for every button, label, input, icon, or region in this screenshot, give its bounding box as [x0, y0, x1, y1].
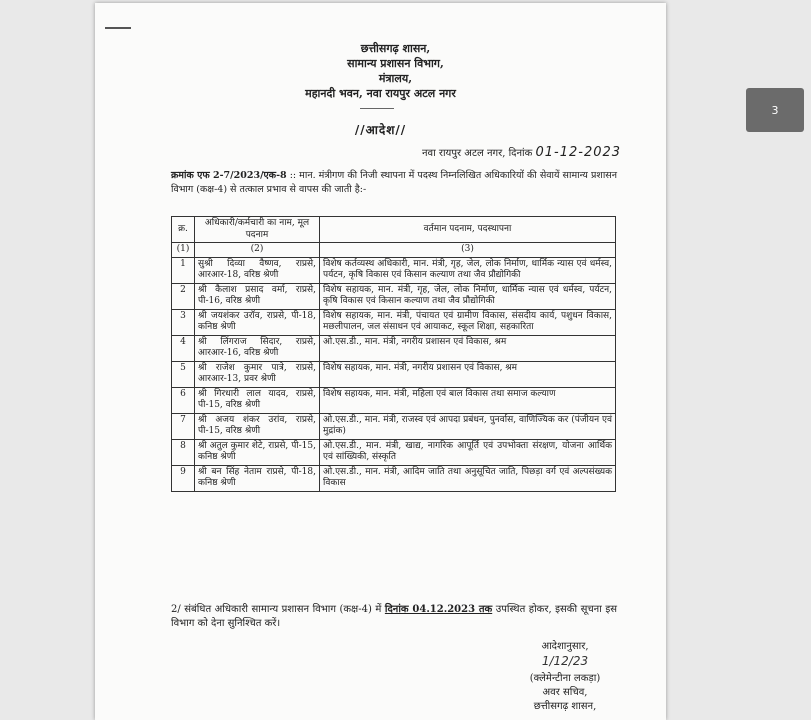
row-post: विशेष सहायक, मान. मंत्री, नगरीय प्रशासन एवं विकास, श्रम [320, 361, 616, 387]
table-row [172, 361, 616, 387]
row-post: ओ.एस.डी., मान. मंत्री, आदिम जाति तथा अनुसूचित जाति, पिछड़ा वर्ग एवं अल्पसंख्यक विकास [320, 465, 616, 491]
header-name: अधिकारी/कर्मचारी का नाम, मूल पदनाम [195, 217, 320, 243]
table-row [172, 439, 616, 465]
row-serial: 9 [172, 465, 195, 491]
header-line-2: सामान्य प्रशासन विभाग, [347, 57, 444, 70]
row-name: श्री जयशंकर उरॉव, राप्रसे, पी-18, कनिष्ठ श्रेणी [195, 309, 320, 335]
row-post: विशेष कर्तव्यस्थ अधिकारी, मान. मंत्री, गृह, जेल, लोक निर्माण, धार्मिक न्यास एवं धर्मस्व, पर्यटन, कृषि विकास एवं किसान कल्याण तथा जैव प्रौद्योगिकी [320, 257, 616, 283]
header-divider [360, 108, 394, 109]
table-header-row [172, 217, 616, 243]
table-row [172, 283, 616, 309]
colnum-2: (2) [195, 243, 320, 258]
handwritten-date: 01-12-2023 [535, 145, 622, 160]
signatory-govt: छत्तीसगढ़ शासन, [533, 701, 597, 712]
paragraph-2-before: संबंधित अधिकारी सामान्य प्रशासन विभाग (कक्ष-4) में [184, 604, 382, 615]
table-row [172, 257, 616, 283]
colnum-3: (3) [320, 243, 616, 258]
document-page [95, 3, 666, 720]
order-paragraph-1 [171, 169, 617, 196]
row-post: विशेष सहायक, मान. मंत्री, पंचायत एवं ग्रामीण विकास, संसदीय कार्य, पशुधन विकास, मछलीपालन, जल संसाधन एवं आयाकट, स्कूल शिक्षा, सहकारिता [320, 309, 616, 335]
row-name: श्री कैलाश प्रसाद वर्मा, राप्रसे, पी-16, वरिष्ठ श्रेणी [195, 283, 320, 309]
row-serial: 3 [172, 309, 195, 335]
row-post: ओ.एस.डी., मान. मंत्री, खाद्य, नागरिक आपूर्ति एवं उपभोक्ता संरक्षण, योजना आर्थिक एवं सांख्यिकी, संस्कृति [320, 439, 616, 465]
date-line [422, 145, 621, 160]
paragraph-2-after: उपस्थित होकर, इसकी सूचना इस विभाग को देना सुनिश्चित करें। [171, 604, 617, 629]
reference-number: क्रमांक एफ 2-7/2023/एक-8 [171, 170, 287, 181]
row-name: श्री अतुल कुमार शेटे, राप्रसे, पी-15, कनिष्ठ श्रेणी [195, 439, 320, 465]
row-serial: 2 [172, 283, 195, 309]
row-name: सुश्री दिव्या वैष्णव, राप्रसे, आरआर-18, वरिष्ठ श्रेणी [195, 257, 320, 283]
row-serial: 6 [172, 387, 195, 413]
header-serial: क्र. [172, 217, 195, 243]
table-row [172, 309, 616, 335]
row-post: विशेष सहायक, मान. मंत्री, महिला एवं बाल विकास तथा समाज कल्याण [320, 387, 616, 413]
row-name: श्री लिंगराज सिदार, राप्रसे, आरआर-16, वरिष्ठ श्रेणी [195, 335, 320, 361]
table-row [172, 465, 616, 491]
table-colnum-row [172, 243, 616, 258]
paragraph-2-number: 2/ [171, 604, 181, 615]
date-prefix: नवा रायपुर अटल नगर, दिनांक [422, 148, 533, 159]
row-serial: 1 [172, 257, 195, 283]
row-serial: 8 [172, 439, 195, 465]
header-post: वर्तमान पदनाम, पदस्थापना [320, 217, 616, 243]
table-row [172, 387, 616, 413]
signature-block [495, 640, 635, 714]
paragraph-2-deadline: दिनांक 04.12.2023 तक [384, 604, 493, 615]
header-line-1: छत्तीसगढ़ शासन, [360, 42, 431, 55]
row-serial: 5 [172, 361, 195, 387]
row-name: श्री बन सिंह नेताम राप्रसे, पी-18, कनिष्ठ श्रेणी [195, 465, 320, 491]
table-row [172, 413, 616, 439]
order-title: //आदेश// [354, 123, 407, 137]
table-row [172, 335, 616, 361]
page-number-badge[interactable]: 3 [746, 88, 804, 132]
handwritten-signature: 1/12/23 [541, 654, 589, 668]
signatory-designation: अवर सचिव, [542, 687, 588, 698]
row-serial: 7 [172, 413, 195, 439]
row-serial: 4 [172, 335, 195, 361]
row-name: श्री राजेश कुमार पात्रे, राप्रसे, आरआर-13, प्रवर श्रेणी [195, 361, 320, 387]
row-post: ओ.एस.डी., मान. मंत्री, राजस्व एवं आपदा प्रबंधन, पुनर्वास, वाणिज्यिक कर (पंजीयन एवं मुद्रांक) [320, 413, 616, 439]
order-paragraph-2 [171, 603, 617, 631]
row-post: विशेष सहायक, मान. मंत्री, गृह, जेल, लोक निर्माण, धार्मिक न्यास एवं धर्मस्व, पर्यटन, कृषि विकास एवं किसान कल्याण तथा जैव प्रौद्योगिकी [320, 283, 616, 309]
header-line-4: महानदी भवन, नवा रायपुर अटल नगर [305, 87, 456, 100]
signatory-name: (क्लेमेन्टीना लकड़ा) [529, 673, 601, 684]
order-by-label: आदेशानुसार, [541, 641, 589, 652]
colnum-1: (1) [172, 243, 195, 258]
header-line-3: मंत्रालय, [378, 72, 413, 85]
top-left-mark [105, 27, 131, 29]
officers-table [171, 216, 616, 492]
paragraph-1-text: :: मान. मंत्रीगण की निजी स्थापना में पदस्थ निम्नलिखित अधिकारियों की सेवायें सामान्य प्रशासन विभाग (कक्ष-4) से तत्काल प्रभाव से वापस की जाती है:- [171, 170, 617, 195]
row-name: श्री अजय शंकर उरांव, राप्रसे, पी-15, वरिष्ठ श्रेणी [195, 413, 320, 439]
row-post: ओ.एस.डी., मान. मंत्री, नगरीय प्रशासन एवं विकास, श्रम [320, 335, 616, 361]
letterhead [95, 41, 666, 101]
row-name: श्री गिरधारी लाल यादव, राप्रसे, पी-15, वरिष्ठ श्रेणी [195, 387, 320, 413]
